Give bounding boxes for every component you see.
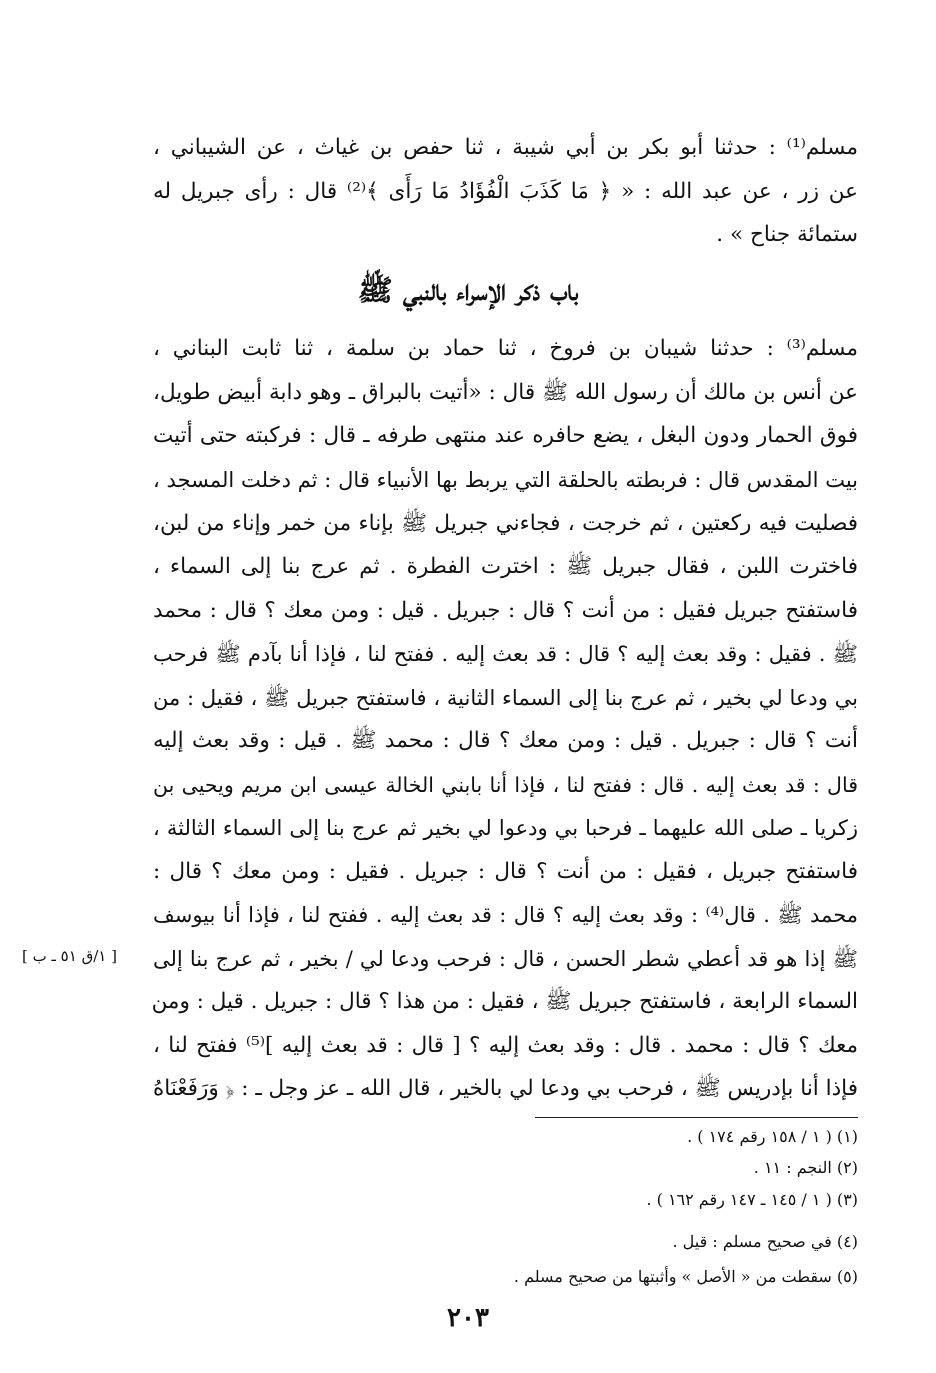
- paragraph1-line: مسلم⁽¹⁾ : حدثنا أبو بكر بن أبي شيبة ، ثنا حفص بن غياث ، عن الشيباني ،: [153, 135, 858, 160]
- paragraph2-line: فإذا أنا بإدريس ﷺ ، فرحب بي ودعا لي بالخير ، قال الله ـ عز وجل ـ : ﴿ وَرَفَعْنَاهُ: [153, 1076, 858, 1101]
- paragraph2-line: زكريا ـ صلى الله عليهما ـ فرحبا بي ودعوا لي بخير ثم عرج بنا إلى السماء الثالثة ،: [153, 816, 858, 840]
- paragraph2-line: فاستفتح جبريل ، فقيل : من أنت ؟ قال : جبريل . فقيل : ومن معك ؟ قال :: [153, 859, 858, 884]
- paragraph2-line: فاستفتح جبريل فقيل : من أنت ؟ قال : جبريل . قيل : ومن معك ؟ قال : محمد: [153, 598, 858, 623]
- paragraph2-line: قال : قد بعث إليه . قال : ففتح لنا ، فإذا أنا بابني الخالة عيسى ابن مريم ويحيى بن: [153, 773, 858, 797]
- paragraph2-line: ﷺ إذا هو قد أعطي شطر الحسن ، قال : فرحب ودعا لي / بخير ، ثم عرج بنا إلى: [153, 947, 858, 971]
- footnote: (٢) النجم : ١١ .: [753, 1158, 858, 1177]
- footnote: (٤) في صحيح مسلم : قيل .: [672, 1232, 858, 1251]
- paragraph1-line: عن زر ، عن عبد الله : « ﴿ مَا كَذَبَ الْفُؤَادُ مَا رَأَى ﴾⁽²⁾ قال : رأى جبريل له: [153, 179, 858, 204]
- footnote-divider: [535, 1117, 858, 1118]
- paragraph1-line: ستمائة جناح » .: [716, 222, 858, 247]
- paragraph2-line: فوق الحمار ودون البغل ، يضع حافره عند منتهى طرفه ـ قال : فركبته حتى أتيت: [153, 423, 858, 448]
- paragraph2-line: بي ودعا لي بخير ، ثم عرج بنا إلى السماء الثانية ، فاستفتح جبريل ﷺ ، فقيل : من: [153, 686, 858, 710]
- manuscript-folio-note: [ ١/ق ٥١ ـ ب ]: [22, 947, 117, 965]
- footnote: (٣) ( ١ / ١٤٥ ـ ١٤٧ رقم ١٦٢ ) .: [646, 1190, 858, 1209]
- paragraph2-line: فاخترت اللبن ، فقال جبريل ﷺ : اخترت الفطرة . ثم عرج بنا إلى السماء ،: [153, 554, 858, 579]
- paragraph2-line: فصليت فيه ركعتين ، ثم خرجت ، فجاءني جبريل ﷺ بإناء من خمر وإناء من لبن،: [153, 511, 858, 536]
- footnote: (٥) سقطت من « الأصل » وأثبتها من صحيح مسلم .: [513, 1267, 858, 1286]
- paragraph2-line: مسلم⁽³⁾ : حدثنا شيبان بن فروخ ، ثنا حماد بن سلمة ، ثنا ثابت البناني ،: [153, 336, 858, 361]
- paragraph2-line: عن أنس بن مالك أن رسول الله ﷺ قال : «أتيت بالبراق ـ وهو دابة أبيض طويل،: [153, 380, 858, 405]
- paragraph2-line: أنت ؟ قال : جبريل . قيل : ومن معك ؟ قال : محمد ﷺ . قيل : وقد بعث إليه: [153, 728, 858, 753]
- paragraph2-line: السماء الرابعة ، فاستفتح جبريل ﷺ ، فقيل : من هذا ؟ قال : جبريل . قيل : ومن: [151, 989, 858, 1014]
- footnote: (١) ( ١ / ١٥٨ رقم ١٧٤ ) .: [687, 1127, 858, 1146]
- paragraph2-line: محمد ﷺ . قال⁽⁴⁾ : وقد بعث إليه ؟ قال : قد بعث إليه . ففتح لنا ، فإذا أنا بيوسف: [153, 903, 858, 927]
- paragraph2-line: ﷺ . فقيل : وقد بعث إليه ؟ قال : قد بعث إليه . ففتح لنا ، فإذا أنا بآدم ﷺ فرحب: [153, 642, 858, 666]
- paragraph2-line: معك ؟ قال : محمد . قال : وقد بعث إليه ؟ [ قال : قد بعث إليه ]⁽⁵⁾ ففتح لنا ،: [153, 1033, 858, 1058]
- paragraph2-line: بيت المقدس قال : فربطته بالحلقة التي يربط بها الأنبياء قال : ثم دخلت المسجد ،: [153, 468, 858, 492]
- chapter-heading: باب ذكر الإسراء بالنبي ﷺ: [357, 273, 579, 307]
- page-number: ٢٠٣: [447, 1303, 489, 1333]
